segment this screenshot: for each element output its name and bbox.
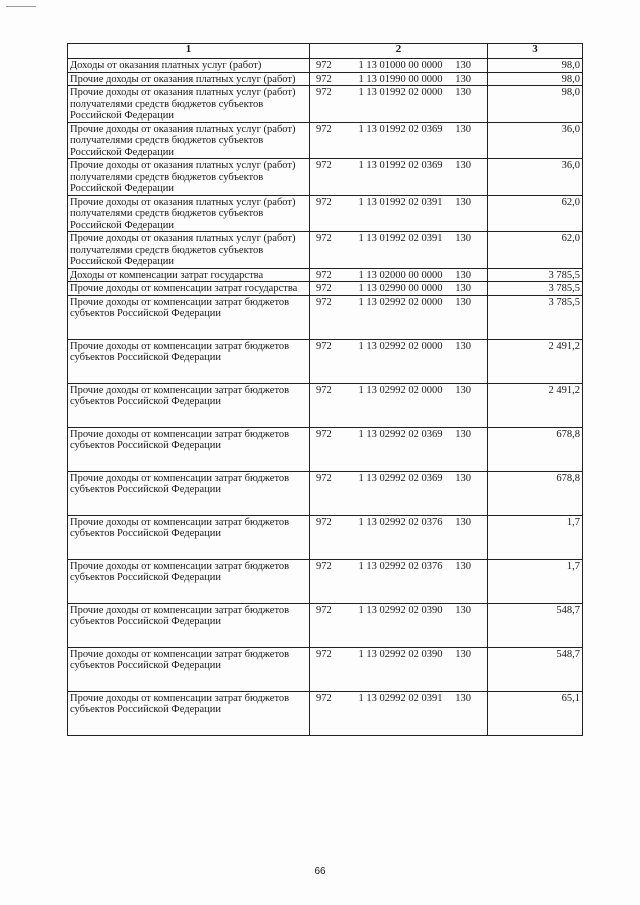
table-row: [68, 59, 583, 73]
table-row: [68, 86, 583, 123]
row-amount: 548,7: [488, 647, 583, 691]
row-classification-code: [310, 282, 488, 296]
budget-code: 1 13 01992 02 0391: [358, 196, 443, 208]
admin-code: 972: [316, 516, 332, 528]
admin-code: 972: [316, 73, 332, 85]
row-description: Прочие доходы от компенсации затрат государства: [68, 282, 310, 296]
row-classification-code: [310, 515, 488, 559]
table-row: [68, 603, 583, 647]
admin-code: 972: [316, 692, 332, 704]
table-row: [68, 559, 583, 603]
kind-code: 130: [455, 428, 471, 440]
kind-code: 130: [455, 560, 471, 572]
admin-code: 972: [316, 87, 332, 98]
kind-code: 130: [455, 160, 471, 171]
budget-code: 1 13 02992 02 0369: [358, 428, 443, 440]
row-classification-code: [310, 232, 488, 269]
row-description: Прочие доходы от оказания платных услуг (работ) получателями средств бюджетов субъектов Российской Федерации: [68, 159, 310, 196]
admin-code: 972: [316, 340, 332, 352]
row-amount: 678,8: [488, 427, 583, 471]
kind-code: 130: [455, 196, 471, 208]
admin-code: 972: [316, 196, 332, 208]
admin-code: 972: [316, 472, 332, 484]
row-amount: 36,0: [488, 122, 583, 159]
row-classification-code: [310, 195, 488, 232]
table-header-row: [68, 44, 583, 59]
kind-code: 130: [455, 296, 471, 308]
row-amount: 65,1: [488, 691, 583, 735]
budget-code: 1 13 02992 02 0391: [358, 692, 443, 704]
kind-code: 130: [455, 516, 471, 528]
budget-code: 1 13 02992 02 0000: [358, 384, 443, 396]
row-amount: 1,7: [488, 515, 583, 559]
row-description: Прочие доходы от компенсации затрат бюджетов субъектов Российской Федерации: [68, 515, 310, 559]
row-description: Доходы от компенсации затрат государства: [68, 268, 310, 282]
row-classification-code: [310, 268, 488, 282]
table-row: [68, 159, 583, 196]
table-row: [68, 383, 583, 427]
budget-code: 1 13 02990 00 0000: [358, 283, 443, 294]
admin-code: 972: [316, 648, 332, 660]
admin-code: 972: [316, 269, 332, 281]
admin-code: 972: [316, 160, 332, 171]
table-row: [68, 647, 583, 691]
row-amount: 3 785,5: [488, 295, 583, 339]
row-classification-code: [310, 122, 488, 159]
admin-code: 972: [316, 604, 332, 616]
budget-code: 1 13 02992 02 0376: [358, 560, 443, 572]
admin-code: 972: [316, 233, 332, 244]
row-classification-code: [310, 295, 488, 339]
row-description: Прочие доходы от оказания платных услуг (работ) получателями средств бюджетов субъектов Российской Федерации: [68, 86, 310, 123]
row-description: Прочие доходы от компенсации затрат бюджетов субъектов Российской Федерации: [68, 383, 310, 427]
kind-code: 130: [455, 604, 471, 616]
row-description: Прочие доходы от оказания платных услуг (работ) получателями средств бюджетов субъектов Российской Федерации: [68, 195, 310, 232]
budget-code: 1 13 02992 02 0000: [358, 296, 443, 308]
page-number: 66: [314, 866, 326, 877]
row-amount: 678,8: [488, 471, 583, 515]
table-row: [68, 427, 583, 471]
budget-code: 1 13 02992 02 0376: [358, 516, 443, 528]
kind-code: 130: [455, 340, 471, 352]
row-amount: 62,0: [488, 232, 583, 269]
kind-code: 130: [455, 472, 471, 484]
table-row: [68, 268, 583, 282]
row-amount: 98,0: [488, 86, 583, 123]
admin-code: 972: [316, 60, 332, 71]
table-row: [68, 339, 583, 383]
row-classification-code: [310, 471, 488, 515]
table-row: [68, 195, 583, 232]
kind-code: 130: [455, 283, 471, 294]
row-description: Прочие доходы от оказания платных услуг (работ) получателями средств бюджетов субъектов Российской Федерации: [68, 122, 310, 159]
budget-code: 1 13 02992 02 0390: [358, 648, 443, 660]
kind-code: 130: [455, 73, 471, 85]
budget-code: 1 13 01992 02 0000: [358, 87, 443, 98]
kind-code: 130: [455, 123, 471, 135]
table-row: [68, 471, 583, 515]
row-classification-code: [310, 427, 488, 471]
row-description: Прочие доходы от компенсации затрат бюджетов субъектов Российской Федерации: [68, 559, 310, 603]
budget-code: 1 13 01990 00 0000: [358, 73, 443, 85]
budget-code: 1 13 01000 00 0000: [358, 60, 443, 71]
budget-code: 1 13 01992 02 0369: [358, 160, 443, 171]
budget-code: 1 13 02992 02 0369: [358, 472, 443, 484]
scan-corner-mark: [6, 6, 36, 7]
row-description: Прочие доходы от компенсации затрат бюджетов субъектов Российской Федерации: [68, 339, 310, 383]
table-row: [68, 295, 583, 339]
kind-code: 130: [455, 87, 471, 98]
row-description: Прочие доходы от компенсации затрат бюджетов субъектов Российской Федерации: [68, 603, 310, 647]
row-description: Прочие доходы от компенсации затрат бюджетов субъектов Российской Федерации: [68, 647, 310, 691]
admin-code: 972: [316, 560, 332, 572]
budget-code: 1 13 02000 00 0000: [358, 269, 443, 281]
row-amount: 1,7: [488, 559, 583, 603]
row-classification-code: [310, 559, 488, 603]
budget-code: 1 13 01992 02 0391: [358, 233, 443, 244]
admin-code: 972: [316, 296, 332, 308]
admin-code: 972: [316, 384, 332, 396]
table-body: [68, 59, 583, 736]
admin-code: 972: [316, 428, 332, 440]
admin-code: 972: [316, 283, 332, 294]
kind-code: 130: [455, 648, 471, 660]
row-description: Доходы от оказания платных услуг (работ): [68, 59, 310, 73]
budget-code: 1 13 01992 02 0369: [358, 123, 443, 135]
row-amount: 3 785,5: [488, 268, 583, 282]
row-classification-code: [310, 159, 488, 196]
row-description: Прочие доходы от компенсации затрат бюджетов субъектов Российской Федерации: [68, 427, 310, 471]
budget-code: 1 13 02992 02 0390: [358, 604, 443, 616]
row-amount: 3 785,5: [488, 282, 583, 296]
row-amount: 62,0: [488, 195, 583, 232]
row-amount: 2 491,2: [488, 383, 583, 427]
row-amount: 36,0: [488, 159, 583, 196]
kind-code: 130: [455, 692, 471, 704]
row-classification-code: [310, 691, 488, 735]
table-row: [68, 122, 583, 159]
table-row: [68, 282, 583, 296]
row-amount: 98,0: [488, 59, 583, 73]
row-amount: 2 491,2: [488, 339, 583, 383]
admin-code: 972: [316, 123, 332, 135]
row-classification-code: [310, 86, 488, 123]
row-description: Прочие доходы от компенсации затрат бюджетов субъектов Российской Федерации: [68, 471, 310, 515]
kind-code: 130: [455, 60, 471, 71]
row-classification-code: [310, 339, 488, 383]
column-header-1: 1: [68, 44, 310, 59]
budget-code: 1 13 02992 02 0000: [358, 340, 443, 352]
row-description: Прочие доходы от оказания платных услуг (работ) получателями средств бюджетов субъектов Российской Федерации: [68, 232, 310, 269]
row-description: Прочие доходы от компенсации затрат бюджетов субъектов Российской Федерации: [68, 295, 310, 339]
row-classification-code: [310, 603, 488, 647]
table-row: [68, 232, 583, 269]
revenue-table: [67, 43, 583, 736]
table-row: [68, 691, 583, 735]
row-description: Прочие доходы от компенсации затрат бюджетов субъектов Российской Федерации: [68, 691, 310, 735]
kind-code: 130: [455, 233, 471, 244]
table-row: [68, 515, 583, 559]
row-classification-code: [310, 383, 488, 427]
column-header-3: 3: [488, 44, 583, 59]
kind-code: 130: [455, 269, 471, 281]
row-amount: 548,7: [488, 603, 583, 647]
table-row: [68, 72, 583, 86]
kind-code: 130: [455, 384, 471, 396]
column-header-2: 2: [310, 44, 488, 59]
row-classification-code: [310, 647, 488, 691]
row-classification-code: [310, 72, 488, 86]
row-description: Прочие доходы от оказания платных услуг (работ): [68, 72, 310, 86]
row-classification-code: [310, 59, 488, 73]
row-amount: 98,0: [488, 72, 583, 86]
